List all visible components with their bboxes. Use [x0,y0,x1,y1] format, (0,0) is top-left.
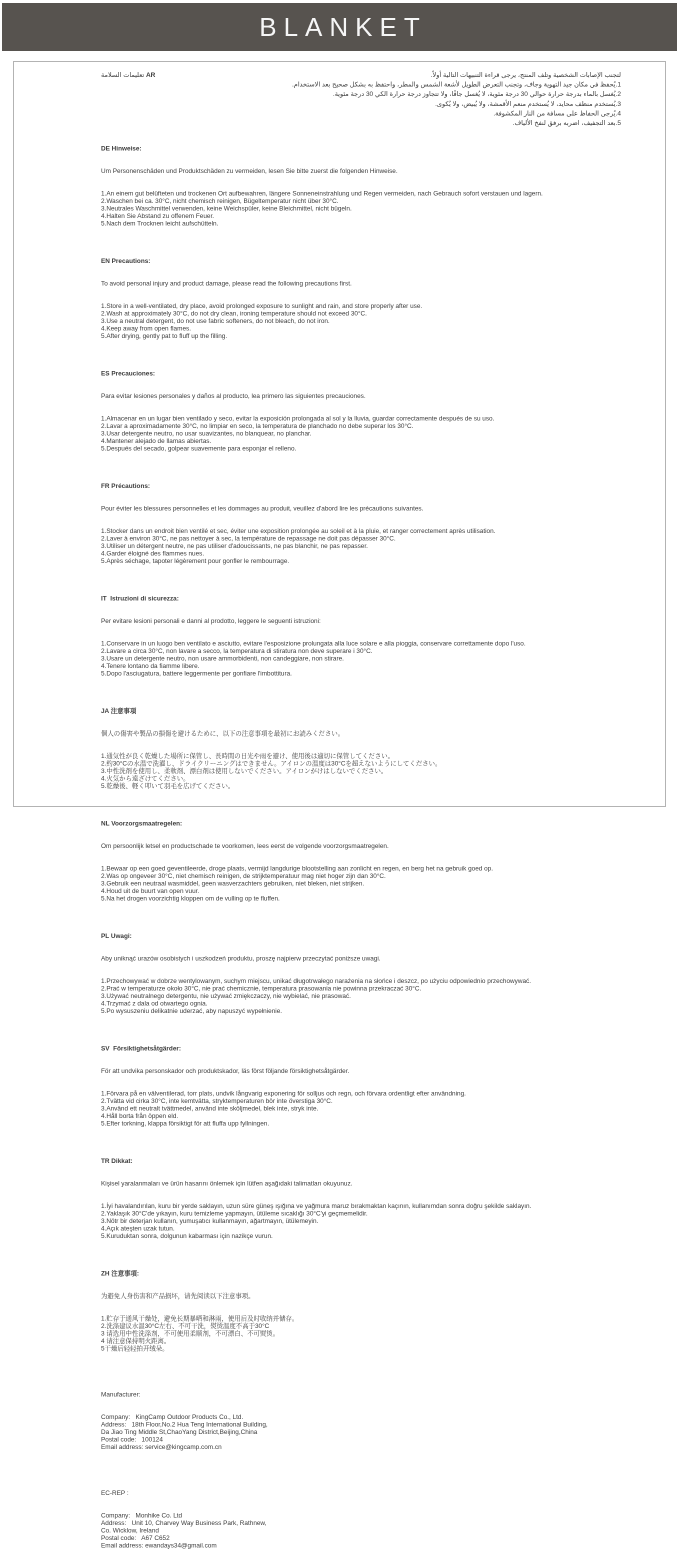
manufacturer-line: Address: 18th Floor,No.2 Hua Teng International Building, [101,1420,268,1429]
section-intro: Um Personenschäden und Produktschäden zu vermeiden, lesen Sie bitte zuerst die folgenden Hinweise. [101,167,398,175]
manufacturer-line: Company: KingCamp Outdoor Products Co., Ltd. [101,1413,244,1421]
section-intro: 为避免人身伤害和产品损坏，请先阅读以下注意事项。 [101,1292,255,1300]
section-item: 2.Lavar a aproximadamente 30°C, no limpiar en seco, la temperatura de planchado no debe superar los 30°C. [101,422,414,430]
section-item: 1.İyi havalandırılan, kuru bir yerde saklayın, uzun süre güneş ışığına ve yağmura maruz bırakmaktan kaçının, kullanımdan sonra doğru şekilde saklayın. [101,1202,532,1210]
section-item: 5.Nach dem Trocknen leicht aufschütteln. [101,219,219,228]
section-intro: Per evitare lesioni personali e danni al prodotto, leggere le seguenti istruzioni: [101,617,321,625]
section-item: 3.Używać neutralnego detergentu, nie używać zmiękczaczy, nie wybielać, nie prasować. [101,992,351,1000]
section-items [101,302,621,340]
section-item: 5.Na het drogen voorzichtig kloppen om de vulling op te fluffen. [101,894,280,903]
section-heading: EN Precautions: [101,257,151,265]
arabic-line: 3.يُستخدم منظف محايد، لا يُستخدم منعم الأقمشة، ولا يُبيض، ولا يُكوى. [435,99,621,108]
language-section [101,355,621,468]
section-item: 1.Bewaar op een goed geventileerde, droge plaats, vermijd langdurige blootstelling aan zonlicht en regen, en berg het na gebruik goed op. [101,864,493,873]
ec-rep-line: Email address: ewandays34@gmail.com [101,1541,217,1550]
section-arabic [101,70,621,128]
section-item: 4.火気から遠ざけてください。 [101,774,190,783]
section-item: 2.Prać w temperaturze około 30°C, nie prać chemicznie, temperatura prasowania nie powinna przekraczać 30°C. [101,984,422,993]
section-intro: Aby uniknąć urazów osobistych i uszkodzeń produktu, proszę najpierw przeczytać poniższe uwagi. [101,954,381,963]
section-items [101,1202,621,1240]
manufacturer-lines [101,1413,621,1451]
language-section [101,580,621,693]
product-title: BLANKET [259,11,427,42]
section-item: 5.Después del secado, golpear suavemente para esponjar el relleno. [101,444,297,453]
arabic-line: 4.يُرجى الحفاظ على مسافة من النار المكشوفة. [493,109,621,117]
language-section [101,917,621,1030]
section-item: 3.Usare un detergente neutro, non usare ammorbidenti, non candeggiare, non stirare. [101,654,344,663]
language-section [101,242,621,355]
section-item: 5.After drying, gently pat to fluff up the filling. [101,332,228,340]
section-intro: Pour éviter les blessures personnelles et les dommages au produit, veuillez d'abord lire les précautions suivantes. [101,504,424,513]
section-items [101,865,621,903]
section-intro: To avoid personal injury and product damage, please read the following precautions first. [101,279,352,288]
arabic-section-label [101,70,155,80]
section-items [101,190,621,228]
section-items [101,1090,621,1128]
section-heading: JA 注意事項 [101,707,137,715]
arabic-lines [101,70,621,128]
section-item: 3.Nötr bir deterjan kullanın, yumuşatıcı kullanmayın, ağartmayın, ütülemeyin. [101,1217,319,1225]
ec-rep-line: Company: Monhike Co. Ltd [101,1511,183,1520]
section-items [101,977,621,1015]
header-bar [2,3,677,51]
section-intro: Para evitar lesiones personales y daños al producto, lea primero las siguientes precauciones. [101,392,366,400]
section-item: 3.Gebruik een neutraal wasmiddel, geen wasverzachters gebruiken, niet bleken, niet strijken. [101,879,365,888]
language-section [101,130,621,243]
language-section [101,1030,621,1143]
section-heading: ZH 注意事項: [101,1269,140,1278]
manufacturer-line: Email address: service@kingcamp.com.cn [101,1443,222,1451]
section-item: 4.Garder éloigné des flammes nues. [101,549,205,558]
section-item: 1.通気性が良く乾燥した場所に保管し、長時間の日光や雨を避け、使用後は適切に保管してください。 [101,752,395,760]
arabic-line: 2.يُغسل بالماء بدرجة حرارة حوالي 30 درجة مئوية، لا يُغسل جافًا، ولا تتجاوز درجة حرارة الكي 30 درجة مئوية. [332,90,621,98]
section-item: 5干燥后轻轻拍开绒朵。 [101,1344,169,1353]
section-heading: SV Försiktighetsåtgärder: [101,1044,181,1053]
manufacturer-block [101,1376,621,1466]
section-item: 3.Use a neutral detergent, do not use fabric softeners, do not bleach, do not iron. [101,317,330,325]
section-item: 5.Après séchage, tapoter légèrement pour gonfler le rembourrage. [101,557,290,565]
section-heading: IT Istruzioni di sicurezza: [101,594,179,603]
section-item: 3.Utiliser un détergent neutre, ne pas utiliser d'adoucissants, ne pas blanchir, ne pas repasser. [101,542,368,550]
section-item: 4.Mantener alejado de llamas abiertas. [101,437,212,445]
arabic-line: 5.بعد التجفيف، اضربه برفق لنفخ الألياف. [512,119,621,127]
section-item: 1.Förvara på en välventilerad, torr plats, undvik långvarig exponering för solljus och regn, och förvara ordentligt efter användning. [101,1089,466,1098]
section-item: 4.Houd uit de buurt van open vuur. [101,887,200,895]
section-intro: För att undvika personskador och produktskador, läs först följande försiktighetsåtgärder. [101,1067,350,1075]
section-item: 1.Store in a well-ventilated, dry place, avoid prolonged exposure to sunlight and rain, and store properly after use. [101,302,423,310]
section-items [101,752,621,790]
arabic-line: 1.يُحفظ في مكان جيد التهوية وجاف، وتجنب التعرض الطويل لأشعة الشمس والمطر، واحتفظ به بشكل صحيح بعد الاستخدام. [291,80,621,89]
section-item: 2.Wash at approximately 30°C, do not dry clean, ironing temperature should not exceed 30°C. [101,309,367,318]
section-item: 3.中性洗剤を使用し、柔軟剤、漂白剤は使用しないでください。アイロンがけはしないでください。 [101,767,388,775]
manufacturer-line: Postal code: 100124 [101,1435,163,1444]
language-section [101,805,621,918]
section-items [101,1315,621,1353]
section-item: 2.Was op ongeveer 30°C, niet chemisch reinigen, de strijktemperatuur mag niet hoger zijn dan 30°C. [101,872,386,880]
section-item: 3.Usar detergente neutro, no usar suavizantes, no blanquear, no planchar. [101,429,312,438]
ec-rep-title: EC-REP : [101,1489,129,1497]
arabic-line: لتجنب الإصابات الشخصية وتلف المنتج، يرجى قراءة التنبيهات التالية أولاً. [430,71,621,79]
section-items [101,640,621,678]
ec-rep-line: Postal code: A67 C652 [101,1534,170,1542]
section-item: 5.Po wysuszeniu delikatnie uderzać, aby napuszyć wypełnienie. [101,1007,283,1015]
ec-rep-line: Co. Wicklow, Ireland [101,1526,159,1535]
section-item: 4.Trzymać z dala od otwartego ognia. [101,999,208,1008]
document-content [101,70,621,1564]
section-item: 1.Przechowywać w dobrze wentylowanym, suchym miejscu, unikać długotrwałego narażenia na słońce i deszcz, po użyciu odpowiednio przechowywać. [101,977,531,985]
language-section [101,692,621,805]
section-item: 4.Halten Sie Abstand zu offenem Feuer. [101,212,214,220]
section-item: 1.Stocker dans un endroit bien ventilé et sec, éviter une exposition prolongée au soleil et à la pluie, et ranger correctement après utilisation. [101,527,496,535]
manufacturer-title: Manufacturer: [101,1390,141,1399]
section-item: 5.Kuruduktan sonra, dolgunun kabarması için nazikçe vurun. [101,1232,273,1240]
document-page [13,61,666,1550]
section-intro: Kişisel yaralanmaları ve ürün hasarını önlemek için lütfen aşağıdaki talimatları okuyunuz. [101,1179,353,1188]
section-item: 4.Açık ateşten uzak tutun. [101,1224,175,1233]
ec-rep-line: Address: Unit 10, Charvey Way Business Park, Rathnew, [101,1519,267,1527]
section-item: 4 请注意保持明火距离。 [101,1337,171,1345]
section-item: 2.Lavare a circa 30°C, non lavare a secco, la temperatura di stiratura non deve superare i 30°C. [101,647,373,655]
section-item: 2.約30°Cの水温で洗濯し、ドライクリーニングはできません。アイロンの温度は30°Cを超えないようにしてください。 [101,759,442,768]
section-item: 2.Laver à environ 30°C, ne pas nettoyer à sec, la température de repassage ne doit pas dépasser 30°C. [101,534,396,543]
language-section [101,1255,621,1368]
section-items [101,415,621,453]
section-item: 3 请选用中性洗涤剂，不可使用柔顺剂，不可漂白、不可熨烫。 [101,1329,280,1338]
section-heading: ES Precauciones: [101,369,156,378]
ec-rep-lines [101,1512,621,1550]
language-code: AR [145,71,156,79]
section-heading: DE Hinweise: [101,144,142,153]
section-item: 2.Yaklaşık 30°C'de yıkayın, kuru temizleme yapmayın, ütüleme sıcaklığı 30°C'yi geçmemelidir. [101,1209,368,1218]
section-heading: PL Uwagi: [101,932,132,940]
ec-rep-block [101,1474,621,1564]
section-heading: TR Dikkat: [101,1157,133,1165]
section-heading: FR Précautions: [101,482,151,490]
section-item: 2.洗涤建议水温30°C左右、不可干洗，熨烫温度不高于30°C [101,1322,270,1330]
section-item: 1.Conservare in un luogo ben ventilato e asciutto, evitare l'esposizione prolungata alla luce solare e alla pioggia, conservare correttamente dopo l'uso. [101,639,526,648]
section-item: 1.贮存于通风干燥处，避免长期暴晒和淋雨，使用后及时收纳并储存。 [101,1314,299,1323]
language-section [101,467,621,580]
section-item: 5.Dopo l'asciugatura, battere leggermente per gonfiare l'imbottitura. [101,669,292,678]
section-item: 2.Tvätta vid cirka 30°C, inte kemtvätta, stryktemperaturen bör inte överstiga 30°C. [101,1097,333,1105]
section-item: 4.Keep away from open flames. [101,324,191,333]
section-items [101,527,621,565]
section-item: 5.乾燥後、軽く叩いて羽毛を広げてください。 [101,782,235,790]
section-item: 5.Efter torkning, klappa försiktigt för att fluffa upp fyllningen. [101,1119,270,1128]
manufacturer-line: Da Jiao Ting Middle St,ChaoYang District,Beijing,China [101,1428,258,1436]
section-item: 3.Neutrales Waschmittel verwenden, keine Weichspüler, keine Bleichmittel, nicht bügeln. [101,204,352,213]
arabic-label-text: تعليمات السلامة [101,71,145,79]
section-intro: 個人の傷害や製品の損傷を避けるために、以下の注意事項を最初にお読みください。 [101,729,345,738]
section-item: 4.Håll borta från öppen eld. [101,1112,179,1120]
section-item: 2.Waschen bei ca. 30°C, nicht chemisch reinigen, Bügeltemperatur nicht über 30°C. [101,197,339,205]
section-intro: Om persoonlijk letsel en productschade te voorkomen, lees eerst de volgende voorzorgsmaatregelen. [101,842,389,850]
section-item: 1.An einem gut belüfteten und trockenen Ort aufbewahren, längere Sonneneinstrahlung und Regen vermeiden, nach Gebrauch sofort verstauen und lagern. [101,189,543,198]
section-item: 3.Använd ett neutralt tvättmedel, använd inte sköljmedel, blek inte, stryk inte. [101,1104,319,1113]
sections [101,130,621,1368]
section-heading: NL Voorzorgsmaatregelen: [101,819,183,828]
language-section [101,1142,621,1255]
section-item: 1.Almacenar en un lugar bien ventilado y seco, evitar la exposición prolongada al sol y la lluvia, guardar correctamente después de su uso. [101,414,495,423]
section-item: 4.Tenere lontano da fiamme libere. [101,662,200,670]
